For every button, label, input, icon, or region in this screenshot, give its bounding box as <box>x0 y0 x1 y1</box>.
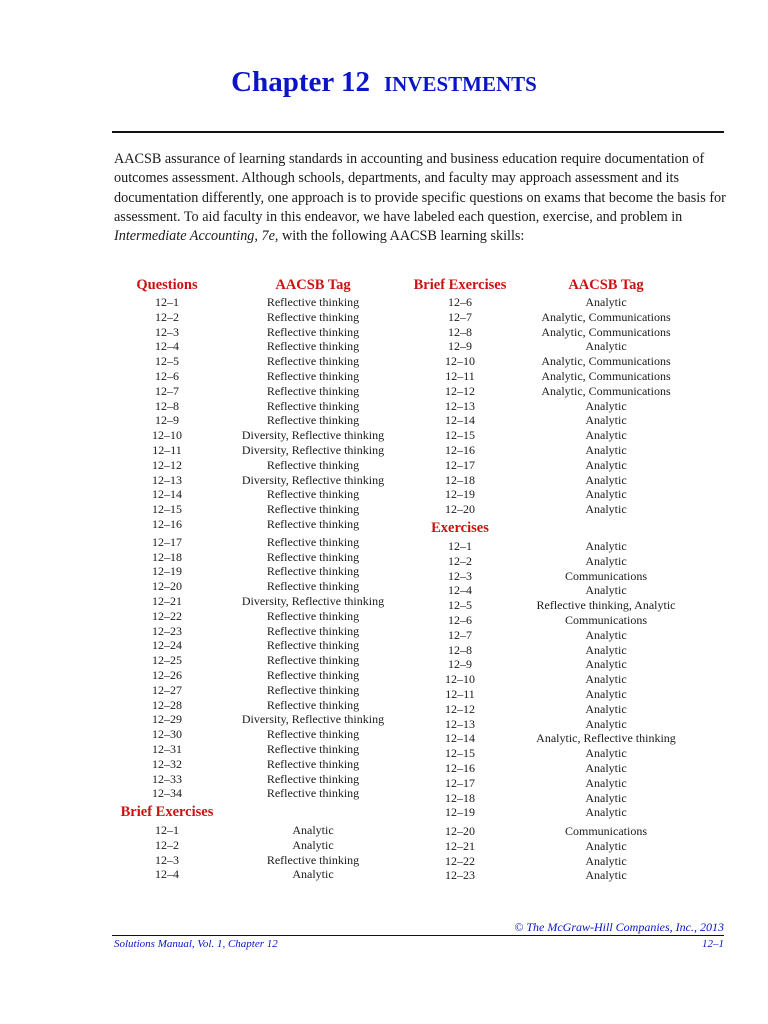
brief-exercise-tag: Analytic <box>292 823 334 838</box>
brief-exercise-number: 12–3 <box>155 852 179 867</box>
intro-text-before: AACSB assurance of learning standards in accounting and business education require documentation of outcomes assessment. Although schools, departments, and faculty may approach assessment and its documentation differently, one approach is to provide specific questions on exams that become the basis for assessment. To aid faculty in this endeavor, we have labeled each question, exercise, and problem in <box>114 151 726 225</box>
question-number: 12–19 <box>152 564 182 579</box>
question-number: 12–8 <box>155 398 179 413</box>
brief-exercise-number: 12–13 <box>445 398 475 413</box>
question-tag: Reflective thinking <box>266 324 360 339</box>
brief-exercise-number: 12–15 <box>445 428 475 443</box>
brief-exercise-tag: Analytic <box>585 398 627 413</box>
questions-heading: Questions <box>136 277 198 293</box>
question-tag: Diversity, Reflective thinking <box>241 428 385 443</box>
question-tag: Reflective thinking <box>266 682 360 697</box>
exercise-number: 12–8 <box>448 642 472 657</box>
exercise-number: 12–3 <box>448 568 472 583</box>
exercise-number: 12–19 <box>445 805 475 820</box>
question-number: 12–22 <box>152 608 182 623</box>
exercise-number: 12–7 <box>448 627 472 642</box>
exercise-number: 12–21 <box>445 838 475 853</box>
exercise-number: 12–4 <box>448 583 472 598</box>
brief-exercise-number: 12–8 <box>448 324 472 339</box>
brief-exercise-tag: Analytic <box>292 837 334 852</box>
exercise-tag: Analytic <box>585 642 627 657</box>
brief-exercise-tag: Analytic, Communications <box>541 354 671 369</box>
exercise-tag: Analytic <box>585 701 627 716</box>
exercise-number: 12–5 <box>448 598 472 613</box>
brief-exercise-tag: Analytic, Communications <box>541 368 671 383</box>
exercise-tag: Analytic <box>585 838 627 853</box>
exercise-tag: Analytic <box>585 746 627 761</box>
question-tag: Reflective thinking <box>266 727 360 742</box>
question-tag: Reflective thinking <box>266 667 360 682</box>
brief-exercise-tag: Analytic <box>585 502 627 517</box>
question-tag: Reflective thinking <box>266 502 360 517</box>
brief-exercise-number: 12–4 <box>155 867 179 882</box>
exercise-number: 12–12 <box>445 701 475 716</box>
exercise-number: 12–6 <box>448 612 472 627</box>
question-tag: Reflective thinking <box>266 579 360 594</box>
question-number: 12–5 <box>155 354 179 369</box>
exercise-tag: Analytic <box>585 657 627 672</box>
question-tag: Reflective thinking <box>266 487 360 502</box>
question-number: 12–6 <box>155 368 179 383</box>
question-number: 12–16 <box>152 516 182 531</box>
brief-exercise-tag: Reflective thinking <box>266 852 360 867</box>
question-tag: Reflective thinking <box>266 638 360 653</box>
exercises-heading: Exercises <box>431 519 489 536</box>
question-tag: Reflective thinking <box>266 309 360 324</box>
exercise-number: 12–17 <box>445 775 475 790</box>
question-tag: Reflective thinking <box>266 457 360 472</box>
exercise-number: 12–14 <box>445 731 475 746</box>
question-number: 12–23 <box>152 623 182 638</box>
question-tag: Reflective thinking <box>266 354 360 369</box>
question-number: 12–12 <box>152 457 182 472</box>
exercise-tag: Analytic <box>585 775 627 790</box>
question-number: 12–28 <box>152 697 182 712</box>
question-tag: Reflective thinking <box>266 383 360 398</box>
question-tag: Reflective thinking <box>266 549 360 564</box>
question-tag: Reflective thinking <box>266 756 360 771</box>
exercise-tag: Communications <box>565 824 647 839</box>
brief-exercise-number: 12–14 <box>445 413 475 428</box>
brief-exercise-number: 12–6 <box>448 295 472 309</box>
question-number: 12–20 <box>152 579 182 594</box>
brief-exercise-tag: Analytic <box>585 295 627 309</box>
brief-exercise-tag: Analytic <box>585 339 627 354</box>
exercise-tag: Analytic <box>585 760 627 775</box>
brief-exercise-number: 12–17 <box>445 457 475 472</box>
exercise-tag: Analytic <box>585 538 627 553</box>
right-id-column <box>407 275 513 883</box>
exercise-tag: Analytic <box>585 805 627 820</box>
brief-exercise-tag: Analytic, Communications <box>541 383 671 398</box>
chapter-heading <box>0 66 768 99</box>
brief-exercise-tag: Analytic <box>585 413 627 428</box>
exercise-number: 12–9 <box>448 657 472 672</box>
exercise-number: 12–13 <box>445 716 475 731</box>
question-number: 12–27 <box>152 682 182 697</box>
page-number: 12–1 <box>702 938 724 950</box>
exercise-tag: Analytic <box>585 790 627 805</box>
exercise-tag: Analytic <box>585 716 627 731</box>
brief-exercise-tag: Analytic, Communications <box>541 324 671 339</box>
exercise-tag: Communications <box>565 612 647 627</box>
exercise-number: 12–15 <box>445 746 475 761</box>
brief-exercise-number: 12–2 <box>155 837 179 852</box>
exercise-tag: Analytic, Reflective thinking <box>536 731 676 746</box>
exercise-tag: Analytic <box>585 627 627 642</box>
brief-exercise-number: 12–11 <box>445 368 475 383</box>
intro-text-after: with the following AACSB learning skills: <box>278 228 525 245</box>
brief-exercise-number: 12–7 <box>448 309 472 324</box>
question-number: 12–26 <box>152 667 182 682</box>
question-number: 12–18 <box>152 549 182 564</box>
question-tag: Reflective thinking <box>266 786 360 801</box>
question-number: 12–9 <box>155 413 179 428</box>
exercise-number: 12–1 <box>448 538 472 553</box>
question-number: 12–32 <box>152 756 182 771</box>
brief-exercise-number: 12–1 <box>155 823 179 838</box>
question-tag: Reflective thinking <box>266 516 360 531</box>
question-tag: Reflective thinking <box>266 413 360 428</box>
question-number: 12–4 <box>155 339 179 354</box>
brief-exercise-tag: Analytic <box>585 457 627 472</box>
question-tag: Reflective thinking <box>266 398 360 413</box>
question-tag: Reflective thinking <box>266 295 360 309</box>
book-title: Intermediate Accounting, 7e, <box>114 228 279 245</box>
question-tag: Reflective thinking <box>266 564 360 579</box>
exercise-number: 12–2 <box>448 553 472 568</box>
brief-exercise-number: 12–12 <box>445 383 475 398</box>
question-tag: Diversity, Reflective thinking <box>241 472 385 487</box>
question-number: 12–2 <box>155 309 179 324</box>
exercise-number: 12–18 <box>445 790 475 805</box>
question-number: 12–25 <box>152 653 182 668</box>
exercise-number: 12–20 <box>445 824 475 839</box>
right-brief-exercises-heading: Brief Exercises <box>413 277 507 293</box>
exercise-number: 12–11 <box>445 686 475 701</box>
exercise-tag: Communications <box>565 568 647 583</box>
question-number: 12–24 <box>152 638 182 653</box>
question-number: 12–10 <box>152 428 182 443</box>
question-number: 12–33 <box>152 771 182 786</box>
brief-exercise-tag: Analytic <box>585 428 627 443</box>
question-number: 12–3 <box>155 324 179 339</box>
question-number: 12–34 <box>152 786 182 801</box>
question-number: 12–7 <box>155 383 179 398</box>
question-number: 12–15 <box>152 502 182 517</box>
brief-exercise-tag: Analytic <box>292 867 334 882</box>
question-tag: Reflective thinking <box>266 339 360 354</box>
chapter-label: Chapter 12 <box>231 66 370 98</box>
exercise-tag: Analytic <box>585 853 627 868</box>
brief-exercise-number: 12–20 <box>445 502 475 517</box>
left-id-column <box>117 275 217 882</box>
question-tag: Reflective thinking <box>266 368 360 383</box>
question-number: 12–29 <box>152 712 182 727</box>
header-divider <box>112 131 724 133</box>
brief-exercise-number: 12–16 <box>445 442 475 457</box>
question-number: 12–11 <box>152 442 182 457</box>
question-number: 12–30 <box>152 727 182 742</box>
question-number: 12–13 <box>152 472 182 487</box>
question-tag: Diversity, Reflective thinking <box>241 593 385 608</box>
question-tag: Reflective thinking <box>266 771 360 786</box>
intro-paragraph <box>114 150 726 246</box>
question-tag: Reflective thinking <box>266 608 360 623</box>
left-brief-exercises-heading: Brief Exercises <box>120 804 214 821</box>
brief-exercise-tag: Analytic, Communications <box>541 309 671 324</box>
brief-exercise-tag: Analytic <box>585 472 627 487</box>
exercise-tag: Reflective thinking, Analytic <box>536 598 676 613</box>
left-brief-exercises-spacer <box>227 801 399 823</box>
brief-exercise-number: 12–19 <box>445 487 475 502</box>
question-number: 12–17 <box>152 534 182 549</box>
exercise-tag: Analytic <box>585 553 627 568</box>
question-tag: Diversity, Reflective thinking <box>241 712 385 727</box>
exercises-heading-spacer <box>519 517 693 539</box>
exercise-number: 12–10 <box>445 672 475 687</box>
left-tag-column <box>227 275 399 882</box>
brief-exercise-number: 12–18 <box>445 472 475 487</box>
question-number: 12–14 <box>152 487 182 502</box>
footer-source: Solutions Manual, Vol. 1, Chapter 12 <box>114 938 278 950</box>
exercise-tag: Analytic <box>585 686 627 701</box>
brief-exercise-tag: Analytic <box>585 487 627 502</box>
question-tag: Reflective thinking <box>266 741 360 756</box>
brief-exercise-tag: Analytic <box>585 442 627 457</box>
question-tag: Reflective thinking <box>266 697 360 712</box>
question-number: 12–1 <box>155 295 179 309</box>
exercise-number: 12–22 <box>445 853 475 868</box>
brief-exercise-number: 12–9 <box>448 339 472 354</box>
question-tag: Reflective thinking <box>266 623 360 638</box>
question-tag: Reflective thinking <box>266 534 360 549</box>
exercise-number: 12–16 <box>445 760 475 775</box>
question-number: 12–31 <box>152 741 182 756</box>
exercise-number: 12–23 <box>445 868 475 883</box>
left-aacsb-tag-heading: AACSB Tag <box>275 277 351 293</box>
exercise-tag: Analytic <box>585 672 627 687</box>
question-number: 12–21 <box>152 593 182 608</box>
question-tag: Reflective thinking <box>266 653 360 668</box>
copyright-notice: © The McGraw-Hill Companies, Inc., 2013 <box>514 920 724 934</box>
right-tag-column <box>519 275 693 883</box>
question-tag: Diversity, Reflective thinking <box>241 442 385 457</box>
exercise-tag: Analytic <box>585 868 627 883</box>
chapter-title: INVESTMENTS <box>383 72 537 96</box>
brief-exercise-number: 12–10 <box>445 354 475 369</box>
right-aacsb-tag-heading: AACSB Tag <box>568 277 644 293</box>
exercise-tag: Analytic <box>585 583 627 598</box>
footer-divider <box>112 935 724 936</box>
